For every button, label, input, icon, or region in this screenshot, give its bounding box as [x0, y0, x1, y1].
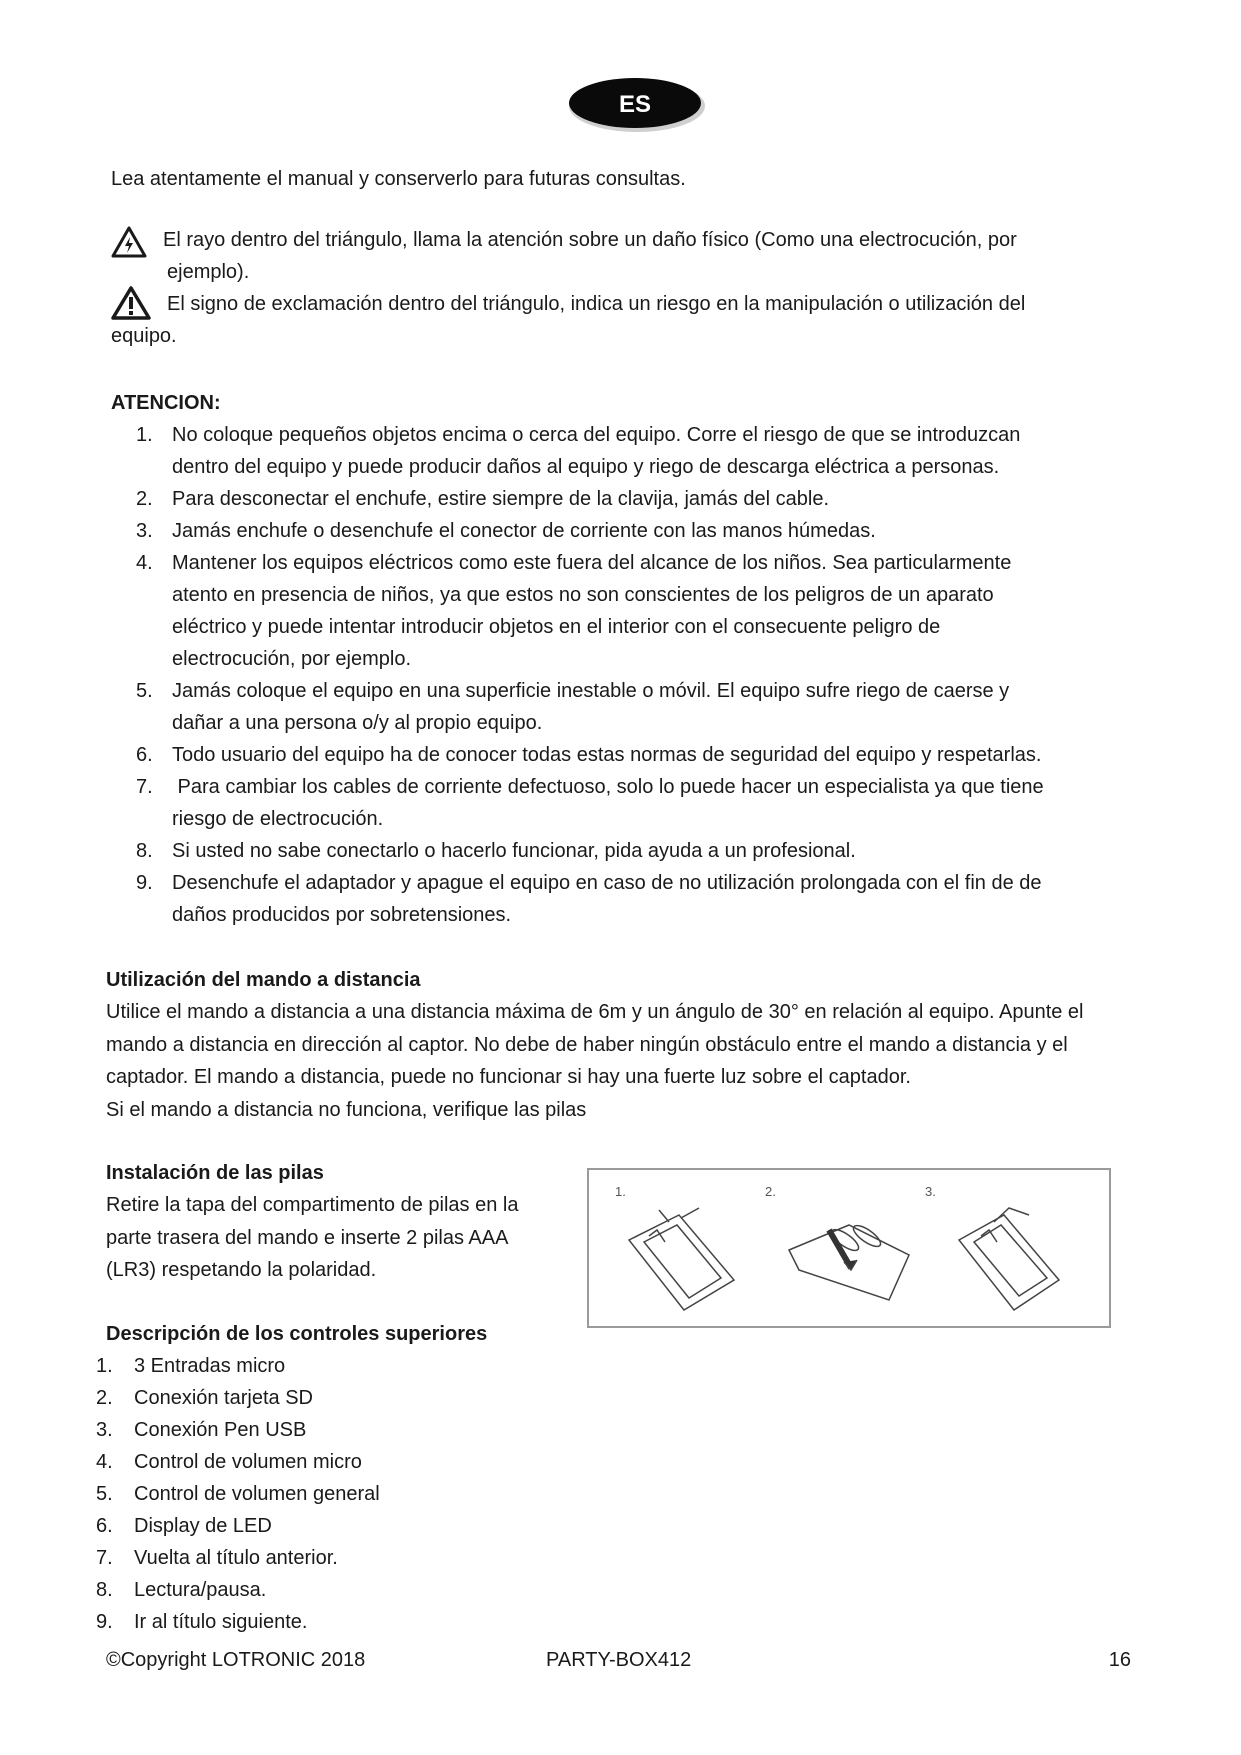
controls-section-title: Descripción de los controles superiores	[106, 1323, 488, 1345]
warning-exclamation-line1: El signo de exclamación dentro del triángulo, indica un riesgo en la manipulación o utilización del	[167, 293, 1026, 315]
controls-item-text: 3 Entradas micro	[134, 1355, 286, 1377]
attention-item-line: Todo usuario del equipo ha de conocer todas estas normas de seguridad del equipo y respetarlas.	[172, 744, 1042, 766]
batteries-section-title: Instalación de las pilas	[106, 1162, 324, 1184]
remote-step-1-drawing	[629, 1208, 734, 1310]
attention-item-line: Mantener los equipos eléctricos como este fuera del alcance de los niños. Sea particularmente	[172, 552, 1012, 574]
controls-item-text: Conexión Pen USB	[134, 1419, 307, 1441]
controls-item-number: 6.	[96, 1515, 113, 1537]
language-badge-label: ES	[618, 91, 652, 118]
attention-item-number: 1.	[136, 424, 153, 446]
controls-item-text: Control de volumen general	[134, 1483, 380, 1505]
remote-step-3-drawing	[959, 1208, 1059, 1310]
footer-copyright: ©Copyright LOTRONIC 2018	[106, 1649, 366, 1671]
controls-item-number: 7.	[96, 1547, 113, 1569]
exclamation-triangle-icon	[111, 286, 151, 320]
attention-item-number: 5.	[136, 680, 153, 702]
page-footer	[106, 1644, 1131, 1676]
figure-step-3: 3.	[925, 1184, 936, 1199]
controls-list	[90, 1350, 690, 1638]
attention-item-number: 6.	[136, 744, 153, 766]
attention-item-line: atento en presencia de niños, ya que estos no son conscientes de los peligros de un aparato	[172, 584, 994, 606]
batteries-section-body	[106, 1189, 566, 1287]
batteries-body-line: parte trasera del mando e inserte 2 pilas AAA	[106, 1226, 509, 1249]
controls-item-text: Control de volumen micro	[134, 1451, 362, 1473]
attention-item-number: 9.	[136, 872, 153, 894]
language-badge	[565, 74, 705, 134]
remote-body-line: mando a distancia en dirección al captor. No debe de haber ningún obstáculo entre el mando a distancia y el	[106, 1033, 1068, 1056]
controls-item-number: 3.	[96, 1419, 113, 1441]
batteries-body-line: Retire la tapa del compartimento de pilas en la	[106, 1194, 519, 1216]
attention-item	[128, 835, 1088, 867]
attention-item-line: riesgo de electrocución.	[172, 808, 384, 830]
controls-item	[90, 1574, 690, 1606]
figure-step-2: 2.	[765, 1184, 776, 1199]
attention-item-line: Para cambiar los cables de corriente defectuoso, solo lo puede hacer un especialista ya que tiene	[172, 776, 1044, 798]
attention-item-line: electrocución, por ejemplo.	[172, 648, 412, 670]
remote-step-2-drawing	[789, 1222, 909, 1300]
attention-list	[128, 419, 1088, 931]
attention-item	[128, 675, 1088, 739]
attention-item	[128, 547, 1088, 675]
controls-item	[90, 1350, 690, 1382]
controls-item-number: 2.	[96, 1387, 113, 1409]
warning-exclamation	[111, 288, 1121, 352]
attention-item-line: dañar a una persona o/y al propio equipo.	[172, 712, 543, 734]
remote-body-line: Utilice el mando a distancia a una distancia máxima de 6m y un ángulo de 30° en relación al equipo. Apunte el	[106, 1001, 1084, 1023]
attention-item-line: Para desconectar el enchufe, estire siempre de la clavija, jamás del cable.	[172, 488, 830, 510]
footer-model: PARTY-BOX412	[546, 1649, 692, 1671]
batteries-body-line: (LR3) respetando la polaridad.	[106, 1259, 377, 1281]
attention-item-number: 8.	[136, 840, 153, 862]
remote-section-title: Utilización del mando a distancia	[106, 969, 421, 991]
attention-item-line: eléctrico y puede intentar introducir objetos en el interior con el consecuente peligro de	[172, 616, 941, 638]
attention-item-line: No coloque pequeños objetos encima o cerca del equipo. Corre el riesgo de que se introduzcan	[172, 424, 1021, 446]
attention-item-number: 3.	[136, 520, 153, 542]
figure-step-1: 1.	[615, 1184, 626, 1199]
controls-item-number: 4.	[96, 1451, 113, 1473]
attention-item-line: Si usted no sabe conectarlo o hacerlo funcionar, pida ayuda a un profesional.	[172, 840, 856, 862]
controls-item	[90, 1606, 690, 1638]
controls-item	[90, 1414, 690, 1446]
intro-text: Lea atentamente el manual y conserverlo para futuras consultas.	[111, 168, 686, 190]
controls-item-text: Display de LED	[134, 1515, 272, 1537]
controls-item	[90, 1382, 690, 1414]
attention-item-line: Jamás enchufe o desenchufe el conector de corriente con las manos húmedas.	[172, 520, 876, 542]
controls-item-text: Lectura/pausa.	[134, 1579, 267, 1601]
attention-item	[128, 419, 1088, 483]
attention-item-line: Desenchufe el adaptador y apague el equipo en caso de no utilización prolongada con el fin de de	[172, 872, 1042, 894]
controls-item	[90, 1542, 690, 1574]
remote-body-line: captador. El mando a distancia, puede no funcionar si hay una fuerte luz sobre el captador.	[106, 1066, 911, 1088]
controls-item-number: 1.	[96, 1355, 113, 1377]
attention-item-line: daños producidos por sobretensiones.	[172, 904, 512, 926]
attention-item-number: 4.	[136, 552, 153, 574]
controls-item-number: 8.	[96, 1579, 113, 1601]
attention-item	[128, 483, 1088, 515]
remote-body-line: Si el mando a distancia no funciona, verifique las pilas	[106, 1098, 587, 1121]
warning-block	[111, 224, 1121, 352]
controls-item-text: Conexión tarjeta SD	[134, 1387, 313, 1409]
controls-item-number: 9.	[96, 1611, 113, 1633]
warning-lightning-line1: El rayo dentro del triángulo, llama la atención sobre un daño físico (Como una electrocución, por	[163, 229, 1017, 251]
attention-title: ATENCION:	[111, 392, 221, 414]
controls-item-text: Vuelta al título anterior.	[134, 1547, 338, 1569]
controls-item	[90, 1446, 690, 1478]
controls-item	[90, 1478, 690, 1510]
footer-page-number: 16	[1108, 1649, 1131, 1671]
attention-item	[128, 515, 1088, 547]
attention-item	[128, 867, 1088, 931]
attention-item-number: 7.	[136, 776, 153, 798]
attention-item	[128, 771, 1088, 835]
controls-item-number: 5.	[96, 1483, 113, 1505]
battery-installation-figure	[587, 1168, 1111, 1328]
warning-lightning	[111, 224, 1121, 288]
attention-item-line: Jamás coloque el equipo en una superficie inestable o móvil. El equipo sufre riego de caerse y	[172, 680, 1010, 702]
warning-lightning-line2: ejemplo).	[167, 261, 250, 283]
lightning-triangle-icon	[111, 226, 147, 258]
warning-exclamation-line2: equipo.	[111, 325, 177, 347]
controls-item	[90, 1510, 690, 1542]
attention-item	[128, 739, 1088, 771]
attention-item-number: 2.	[136, 488, 153, 510]
controls-item-text: Ir al título siguiente.	[134, 1611, 308, 1633]
remote-section-body	[106, 996, 1136, 1126]
attention-item-line: dentro del equipo y puede producir daños al equipo y riego de descarga eléctrica a personas.	[172, 456, 1000, 478]
